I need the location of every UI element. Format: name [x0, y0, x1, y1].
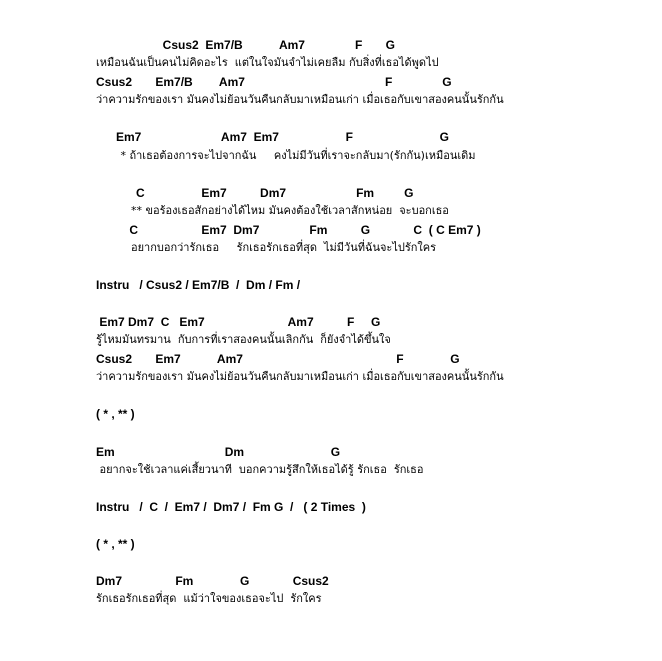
lyric-line-8: อยากจะใช้เวลาแค่เสี้ยวนาที บอกความรู้สึกให้เธอได้รู้ รักเธอ รักเธอ: [96, 463, 424, 476]
lyric-line-chorus-2: อยากบอกว่ารักเธอ รักเธอรักเธอที่สุด ไม่มีวันที่ฉันจะไปรักใคร: [96, 241, 437, 254]
chord-line-1: Csus2 Em7/B Am7 F G: [96, 38, 395, 52]
chord-line-3: Em7 Am7 Em7 F G: [96, 130, 449, 144]
lyric-line-verse-star: * ถ้าเธอต้องการจะไปจากฉัน คงไม่มีวันที่เราจะกลับมา(รักกัน)เหมือนเดิม: [96, 149, 476, 162]
chord-line-8: Em Dm G: [96, 445, 341, 459]
repeat-marker-2: ( * , ** ): [96, 537, 135, 551]
chord-line-6: Em7 Dm7 C Em7 Am7 F G: [96, 315, 381, 329]
chord-line-2: Csus2 Em7/B Am7 F G: [96, 75, 452, 89]
lyric-line-2: ว่าความรักของเรา มันคงไม่ย้อนวันคืนกลับมาเหมือนเก่า เมื่อเธอกับเขาสองคนนั้นรักกัน: [96, 93, 504, 106]
chord-line-4: C Em7 Dm7 Fm G: [96, 186, 414, 200]
lyric-line-chorus-1: ** ขอร้องเธอสักอย่างได้ไหม มันคงต้องใช้เวลาสักหน่อย จะบอกเธอ: [96, 204, 449, 217]
instrumental-line-2: Instru / C / Em7 / Dm7 / Fm G / ( 2 Times ): [96, 500, 366, 514]
lyric-line-1: เหมือนฉันเป็นคนไม่คิดอะไร แต่ในใจมันจำไม่เคยลืม กับสิ่งที่เธอได้พูดไป: [96, 56, 439, 69]
chord-line-7: Csus2 Em7 Am7 F G: [96, 352, 460, 366]
lyric-line-9: รักเธอรักเธอที่สุด แม้ว่าใจของเธอจะไป รักใคร: [96, 592, 322, 605]
lyric-line-6: รู้ไหมมันทรมาน กับการที่เราสองคนนั้นเลิกกัน ก็ยังจำได้ขึ้นใจ: [96, 333, 391, 346]
chord-line-9: Dm7 Fm G Csus2: [96, 574, 329, 588]
repeat-marker-1: ( * , ** ): [96, 407, 135, 421]
instrumental-line-1: Instru / Csus2 / Em7/B / Dm / Fm /: [96, 278, 301, 292]
chord-line-5: C Em7 Dm7 Fm G C ( C Em7 ): [96, 223, 481, 237]
lyric-line-7: ว่าความรักของเรา มันคงไม่ย้อนวันคืนกลับมาเหมือนเก่า เมื่อเธอกับเขาสองคนนั้นรักกัน: [96, 370, 504, 383]
